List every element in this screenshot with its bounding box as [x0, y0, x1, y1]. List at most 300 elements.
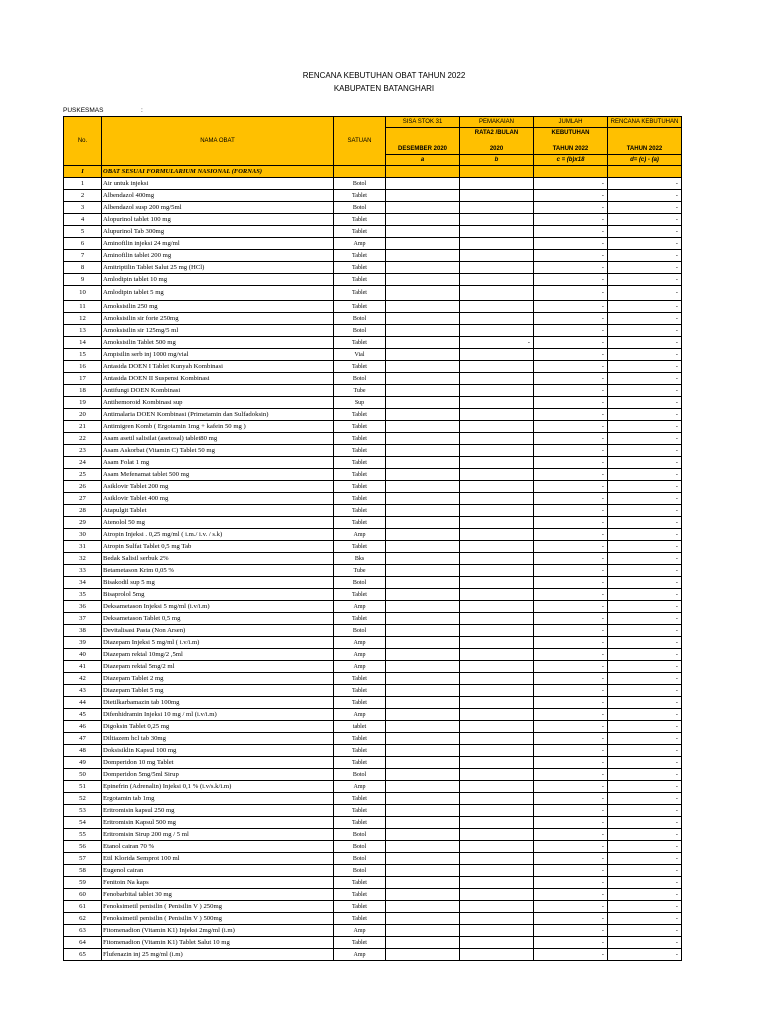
- row-sisa-stok: [386, 673, 460, 685]
- row-pemakaian: [460, 214, 534, 226]
- row-jumlah-kebutuhan: -: [534, 925, 608, 937]
- row-pemakaian: [460, 601, 534, 613]
- row-unit: Tablet: [334, 250, 386, 262]
- row-sisa-stok: [386, 349, 460, 361]
- row-sisa-stok: [386, 685, 460, 697]
- row-number: 33: [64, 565, 102, 577]
- header-letter-b: b: [460, 155, 534, 166]
- row-sisa-stok: [386, 565, 460, 577]
- row-rencana-kebutuhan: -: [608, 337, 682, 349]
- table-row: [64, 202, 682, 214]
- table-row: [64, 337, 682, 349]
- row-rencana-kebutuhan: -: [608, 769, 682, 781]
- row-medicine-name: Air untuk injeksi: [102, 178, 334, 190]
- row-number: 56: [64, 841, 102, 853]
- row-medicine-name: Antasida DOEN I Tablet Kunyah Kombinasi: [102, 361, 334, 373]
- row-rencana-kebutuhan: -: [608, 202, 682, 214]
- row-unit: Amp: [334, 637, 386, 649]
- row-pemakaian: [460, 445, 534, 457]
- row-sisa-stok: [386, 262, 460, 274]
- table-row: [64, 781, 682, 793]
- table-row: [64, 877, 682, 889]
- header-pemakaian-rata: [460, 128, 534, 155]
- header-no: No.: [64, 117, 102, 166]
- row-jumlah-kebutuhan: -: [534, 385, 608, 397]
- table-body: [64, 166, 682, 961]
- row-unit: Tablet: [334, 445, 386, 457]
- row-unit: Tablet: [334, 421, 386, 433]
- row-sisa-stok: [386, 301, 460, 313]
- row-pemakaian: [460, 397, 534, 409]
- row-rencana-kebutuhan: -: [608, 913, 682, 925]
- row-pemakaian: [460, 853, 534, 865]
- row-sisa-stok: [386, 190, 460, 202]
- row-rencana-kebutuhan: -: [608, 262, 682, 274]
- row-pemakaian: [460, 262, 534, 274]
- table-row: [64, 601, 682, 613]
- row-pemakaian: [460, 238, 534, 250]
- row-pemakaian: [460, 829, 534, 841]
- row-number: 53: [64, 805, 102, 817]
- row-medicine-name: Domperidon 5mg/5ml Sirup: [102, 769, 334, 781]
- row-jumlah-kebutuhan: -: [534, 589, 608, 601]
- row-jumlah-kebutuhan: -: [534, 865, 608, 877]
- row-unit: Botol: [334, 373, 386, 385]
- row-pemakaian: [460, 949, 534, 961]
- row-rencana-kebutuhan: -: [608, 373, 682, 385]
- row-sisa-stok: [386, 409, 460, 421]
- row-unit: Botol: [334, 853, 386, 865]
- table-row: [64, 661, 682, 673]
- row-medicine-name: Flufenazin inj 25 mg/ml (i.m): [102, 949, 334, 961]
- row-unit: Tablet: [334, 190, 386, 202]
- row-number: 29: [64, 517, 102, 529]
- row-medicine-name: Amlodipin tablet 5 mg: [102, 286, 334, 301]
- row-sisa-stok: [386, 397, 460, 409]
- row-pemakaian: [460, 481, 534, 493]
- row-jumlah-kebutuhan: -: [534, 805, 608, 817]
- table-row: [64, 889, 682, 901]
- row-rencana-kebutuhan: -: [608, 313, 682, 325]
- section-number: I: [64, 166, 102, 178]
- row-sisa-stok: [386, 769, 460, 781]
- table-row: [64, 577, 682, 589]
- row-medicine-name: Fitomenadion (Vitamin K1) Tablet Salut 10 mg: [102, 937, 334, 949]
- header-pemakaian-rata-text: RATA2 /BULAN: [474, 130, 519, 136]
- table-row: [64, 301, 682, 313]
- table-row: [64, 313, 682, 325]
- row-unit: Amp: [334, 709, 386, 721]
- row-number: 45: [64, 709, 102, 721]
- row-number: 34: [64, 577, 102, 589]
- row-medicine-name: Asiklovir Tablet 200 mg: [102, 481, 334, 493]
- row-unit: Amp: [334, 601, 386, 613]
- row-rencana-kebutuhan: -: [608, 481, 682, 493]
- row-medicine-name: Fenoksimetil penisilin ( Penisilin V ) 250mg: [102, 901, 334, 913]
- row-jumlah-kebutuhan: -: [534, 817, 608, 829]
- table-row: [64, 913, 682, 925]
- table-row: [64, 733, 682, 745]
- row-medicine-name: Eritromisin kapsul 250 mg: [102, 805, 334, 817]
- row-jumlah-kebutuhan: -: [534, 178, 608, 190]
- row-sisa-stok: [386, 865, 460, 877]
- row-jumlah-kebutuhan: -: [534, 457, 608, 469]
- row-unit: Tablet: [334, 589, 386, 601]
- row-rencana-kebutuhan: -: [608, 565, 682, 577]
- table-row: [64, 553, 682, 565]
- row-jumlah-kebutuhan: -: [534, 829, 608, 841]
- row-medicine-name: Devitalisasi Pasta (Non Arsen): [102, 625, 334, 637]
- row-jumlah-kebutuhan: -: [534, 853, 608, 865]
- document-title: RENCANA KEBUTUHAN OBAT TAHUN 2022: [302, 71, 466, 80]
- header-letter-c: c = (b)x18: [534, 155, 608, 166]
- row-number: 35: [64, 589, 102, 601]
- row-unit: Tube: [334, 565, 386, 577]
- header-jumlah-kebutuhan: [534, 128, 608, 155]
- row-number: 43: [64, 685, 102, 697]
- row-pemakaian: [460, 553, 534, 565]
- row-rencana-kebutuhan: -: [608, 721, 682, 733]
- row-number: 65: [64, 949, 102, 961]
- row-medicine-name: Bisaprolol 5mg: [102, 589, 334, 601]
- row-medicine-name: Doksisiklin Kapsul 100 mg: [102, 745, 334, 757]
- row-rencana-kebutuhan: -: [608, 349, 682, 361]
- row-medicine-name: Eritromisin Sirup 200 mg / 5 ml: [102, 829, 334, 841]
- row-medicine-name: Ampisilin serb inj 1000 mg/vial: [102, 349, 334, 361]
- row-jumlah-kebutuhan: -: [534, 541, 608, 553]
- table-row: [64, 505, 682, 517]
- row-sisa-stok: [386, 214, 460, 226]
- row-jumlah-kebutuhan: -: [534, 238, 608, 250]
- row-number: 27: [64, 493, 102, 505]
- row-number: 9: [64, 274, 102, 286]
- row-rencana-kebutuhan: -: [608, 577, 682, 589]
- row-rencana-kebutuhan: -: [608, 661, 682, 673]
- row-number: 7: [64, 250, 102, 262]
- row-medicine-name: Atapulgit Tablet: [102, 505, 334, 517]
- row-sisa-stok: [386, 901, 460, 913]
- row-rencana-kebutuhan: -: [608, 286, 682, 301]
- row-medicine-name: Etanol cairan 70 %: [102, 841, 334, 853]
- table-row: [64, 721, 682, 733]
- row-pemakaian: [460, 409, 534, 421]
- row-sisa-stok: [386, 202, 460, 214]
- row-rencana-kebutuhan: -: [608, 901, 682, 913]
- row-sisa-stok: [386, 625, 460, 637]
- table-row: [64, 541, 682, 553]
- row-rencana-kebutuhan: -: [608, 745, 682, 757]
- row-number: 23: [64, 445, 102, 457]
- row-pemakaian: [460, 457, 534, 469]
- row-number: 44: [64, 697, 102, 709]
- row-medicine-name: Atropin Sulfat Tablet 0,5 mg Tab: [102, 541, 334, 553]
- row-medicine-name: Asam Mefenamat tablet 500 mg: [102, 469, 334, 481]
- row-jumlah-kebutuhan: -: [534, 649, 608, 661]
- row-pemakaian: [460, 757, 534, 769]
- row-jumlah-kebutuhan: -: [534, 601, 608, 613]
- row-unit: Tablet: [334, 757, 386, 769]
- row-pemakaian: [460, 925, 534, 937]
- header-jumlah-kebutuhan-text: KEBUTUHAN: [551, 130, 590, 136]
- row-number: 64: [64, 937, 102, 949]
- row-medicine-name: Asiklovir Tablet 400 mg: [102, 493, 334, 505]
- row-jumlah-kebutuhan: -: [534, 505, 608, 517]
- row-medicine-name: Diazepam Tablet 2 mg: [102, 673, 334, 685]
- puskesmas-label-row: [63, 107, 143, 114]
- row-sisa-stok: [386, 613, 460, 625]
- row-number: 59: [64, 877, 102, 889]
- row-jumlah-kebutuhan: -: [534, 745, 608, 757]
- row-jumlah-kebutuhan: -: [534, 937, 608, 949]
- row-unit: Tablet: [334, 301, 386, 313]
- row-jumlah-kebutuhan: -: [534, 877, 608, 889]
- row-unit: Bks: [334, 553, 386, 565]
- table-row: [64, 250, 682, 262]
- row-rencana-kebutuhan: -: [608, 457, 682, 469]
- row-rencana-kebutuhan: -: [608, 421, 682, 433]
- row-number: 2: [64, 190, 102, 202]
- row-sisa-stok: [386, 637, 460, 649]
- row-pemakaian: [460, 505, 534, 517]
- row-pemakaian: [460, 202, 534, 214]
- row-jumlah-kebutuhan: -: [534, 901, 608, 913]
- row-sisa-stok: [386, 421, 460, 433]
- row-number: 61: [64, 901, 102, 913]
- row-medicine-name: Albendazol susp 200 mg/5ml: [102, 202, 334, 214]
- row-medicine-name: Asam Askorbat (Vitamin C) Tablet 50 mg: [102, 445, 334, 457]
- row-sisa-stok: [386, 697, 460, 709]
- row-jumlah-kebutuhan: -: [534, 493, 608, 505]
- row-jumlah-kebutuhan: -: [534, 733, 608, 745]
- table-row: [64, 853, 682, 865]
- row-number: 31: [64, 541, 102, 553]
- row-jumlah-kebutuhan: -: [534, 226, 608, 238]
- table-row: [64, 517, 682, 529]
- row-pemakaian: [460, 673, 534, 685]
- row-pemakaian: [460, 697, 534, 709]
- row-unit: Tablet: [334, 673, 386, 685]
- table-row: [64, 589, 682, 601]
- row-unit: Tablet: [334, 517, 386, 529]
- table-row: [64, 901, 682, 913]
- row-medicine-name: Atenolol 50 mg: [102, 517, 334, 529]
- row-jumlah-kebutuhan: -: [534, 913, 608, 925]
- row-unit: Tablet: [334, 337, 386, 349]
- row-rencana-kebutuhan: -: [608, 793, 682, 805]
- row-medicine-name: Asam Folat 1 mg: [102, 457, 334, 469]
- row-sisa-stok: [386, 337, 460, 349]
- row-medicine-name: Fenitoin Na kaps: [102, 877, 334, 889]
- row-unit: Tablet: [334, 937, 386, 949]
- row-rencana-kebutuhan: -: [608, 589, 682, 601]
- row-sisa-stok: [386, 829, 460, 841]
- row-number: 1: [64, 178, 102, 190]
- row-pemakaian: [460, 937, 534, 949]
- row-sisa-stok: [386, 361, 460, 373]
- row-jumlah-kebutuhan: -: [534, 613, 608, 625]
- table-row: [64, 190, 682, 202]
- row-rencana-kebutuhan: -: [608, 385, 682, 397]
- row-unit: Tablet: [334, 469, 386, 481]
- section-cell: [460, 166, 534, 178]
- row-sisa-stok: [386, 781, 460, 793]
- row-rencana-kebutuhan: -: [608, 925, 682, 937]
- row-sisa-stok: [386, 469, 460, 481]
- row-pemakaian: [460, 589, 534, 601]
- row-sisa-stok: [386, 445, 460, 457]
- row-rencana-kebutuhan: -: [608, 889, 682, 901]
- row-jumlah-kebutuhan: -: [534, 517, 608, 529]
- row-pemakaian: [460, 709, 534, 721]
- row-pemakaian: [460, 745, 534, 757]
- row-unit: Amp: [334, 949, 386, 961]
- row-sisa-stok: [386, 925, 460, 937]
- row-pemakaian: [460, 637, 534, 649]
- row-medicine-name: Amitriptilin Tablet Salut 25 mg (HCl): [102, 262, 334, 274]
- row-jumlah-kebutuhan: -: [534, 529, 608, 541]
- table-row: [64, 238, 682, 250]
- row-medicine-name: Alopurinol tablet 100 mg: [102, 214, 334, 226]
- row-jumlah-kebutuhan: -: [534, 250, 608, 262]
- row-pemakaian: [460, 274, 534, 286]
- table-row: [64, 214, 682, 226]
- row-rencana-kebutuhan: -: [608, 250, 682, 262]
- row-number: 48: [64, 745, 102, 757]
- row-pemakaian: [460, 889, 534, 901]
- row-number: 12: [64, 313, 102, 325]
- row-rencana-kebutuhan: -: [608, 637, 682, 649]
- row-sisa-stok: [386, 541, 460, 553]
- header-letter-d: d= (c) - (a): [608, 155, 682, 166]
- table-row: [64, 841, 682, 853]
- row-jumlah-kebutuhan: -: [534, 697, 608, 709]
- row-number: 40: [64, 649, 102, 661]
- row-medicine-name: Diazepam rektal 5mg/2 ml: [102, 661, 334, 673]
- row-unit: Botol: [334, 841, 386, 853]
- table-row: [64, 769, 682, 781]
- row-sisa-stok: [386, 313, 460, 325]
- table-row: [64, 373, 682, 385]
- row-pemakaian: [460, 685, 534, 697]
- row-medicine-name: Amoksisilin 250 mg: [102, 301, 334, 313]
- row-pemakaian: [460, 649, 534, 661]
- row-pemakaian: [460, 493, 534, 505]
- row-pemakaian: [460, 190, 534, 202]
- row-sisa-stok: [386, 793, 460, 805]
- section-cell: [386, 166, 460, 178]
- row-number: 54: [64, 817, 102, 829]
- row-pemakaian: [460, 841, 534, 853]
- row-number: 3: [64, 202, 102, 214]
- row-number: 20: [64, 409, 102, 421]
- row-rencana-kebutuhan: -: [608, 553, 682, 565]
- row-pemakaian: [460, 817, 534, 829]
- row-medicine-name: Atropin Injeksi . 0,25 mg/ml ( i.m./ i.v. / s.k): [102, 529, 334, 541]
- row-jumlah-kebutuhan: -: [534, 373, 608, 385]
- table-row: [64, 817, 682, 829]
- row-pemakaian: [460, 625, 534, 637]
- medicine-needs-table: [63, 116, 682, 961]
- row-unit: Tablet: [334, 901, 386, 913]
- row-rencana-kebutuhan: -: [608, 190, 682, 202]
- row-rencana-kebutuhan: -: [608, 493, 682, 505]
- row-number: 18: [64, 385, 102, 397]
- row-sisa-stok: [386, 385, 460, 397]
- table-row: [64, 937, 682, 949]
- row-sisa-stok: [386, 913, 460, 925]
- row-jumlah-kebutuhan: -: [534, 409, 608, 421]
- row-number: 58: [64, 865, 102, 877]
- row-unit: Tablet: [334, 481, 386, 493]
- row-number: 57: [64, 853, 102, 865]
- row-number: 5: [64, 226, 102, 238]
- section-cell: [534, 166, 608, 178]
- row-number: 14: [64, 337, 102, 349]
- table-row: [64, 325, 682, 337]
- row-unit: Amp: [334, 781, 386, 793]
- row-number: 19: [64, 397, 102, 409]
- row-jumlah-kebutuhan: -: [534, 661, 608, 673]
- row-rencana-kebutuhan: -: [608, 805, 682, 817]
- row-sisa-stok: [386, 745, 460, 757]
- row-rencana-kebutuhan: -: [608, 673, 682, 685]
- row-pemakaian: [460, 178, 534, 190]
- row-unit: Tablet: [334, 361, 386, 373]
- row-jumlah-kebutuhan: -: [534, 685, 608, 697]
- table-row: [64, 757, 682, 769]
- row-sisa-stok: [386, 817, 460, 829]
- table-row: [64, 349, 682, 361]
- row-pemakaian: [460, 226, 534, 238]
- row-pemakaian: [460, 721, 534, 733]
- row-pemakaian: [460, 805, 534, 817]
- row-pemakaian: [460, 865, 534, 877]
- row-medicine-name: Fenoksimetil penisilin ( Penisilin V ) 500mg: [102, 913, 334, 925]
- table-row: [64, 949, 682, 961]
- row-medicine-name: Difenhidramin Injeksi 10 mg / ml (i.v/i.m): [102, 709, 334, 721]
- row-unit: Botol: [334, 577, 386, 589]
- row-jumlah-kebutuhan: -: [534, 577, 608, 589]
- row-rencana-kebutuhan: -: [608, 853, 682, 865]
- row-pemakaian: [460, 433, 534, 445]
- row-medicine-name: Antifungi DOEN Kombinasi: [102, 385, 334, 397]
- puskesmas-label: PUSKESMAS: [63, 107, 104, 114]
- table-row: [64, 613, 682, 625]
- row-number: 60: [64, 889, 102, 901]
- row-number: 39: [64, 637, 102, 649]
- row-unit: Tablet: [334, 793, 386, 805]
- row-rencana-kebutuhan: -: [608, 829, 682, 841]
- row-number: 10: [64, 286, 102, 301]
- row-jumlah-kebutuhan: -: [534, 301, 608, 313]
- row-sisa-stok: [386, 805, 460, 817]
- row-rencana-kebutuhan: -: [608, 613, 682, 625]
- row-medicine-name: Albendazol 400mg: [102, 190, 334, 202]
- row-unit: Amp: [334, 529, 386, 541]
- row-pemakaian: [460, 373, 534, 385]
- row-unit: Tablet: [334, 433, 386, 445]
- row-medicine-name: Dietilkarbamazin tab 100mg: [102, 697, 334, 709]
- row-jumlah-kebutuhan: -: [534, 637, 608, 649]
- row-pemakaian: [460, 577, 534, 589]
- row-unit: Tablet: [334, 541, 386, 553]
- row-medicine-name: Aminofilin tablet 200 mg: [102, 250, 334, 262]
- row-rencana-kebutuhan: -: [608, 733, 682, 745]
- row-medicine-name: Fitomenadion (Vitamin K1) Injeksi 2mg/ml (i.m): [102, 925, 334, 937]
- row-sisa-stok: [386, 841, 460, 853]
- row-pemakaian: [460, 250, 534, 262]
- row-sisa-stok: [386, 481, 460, 493]
